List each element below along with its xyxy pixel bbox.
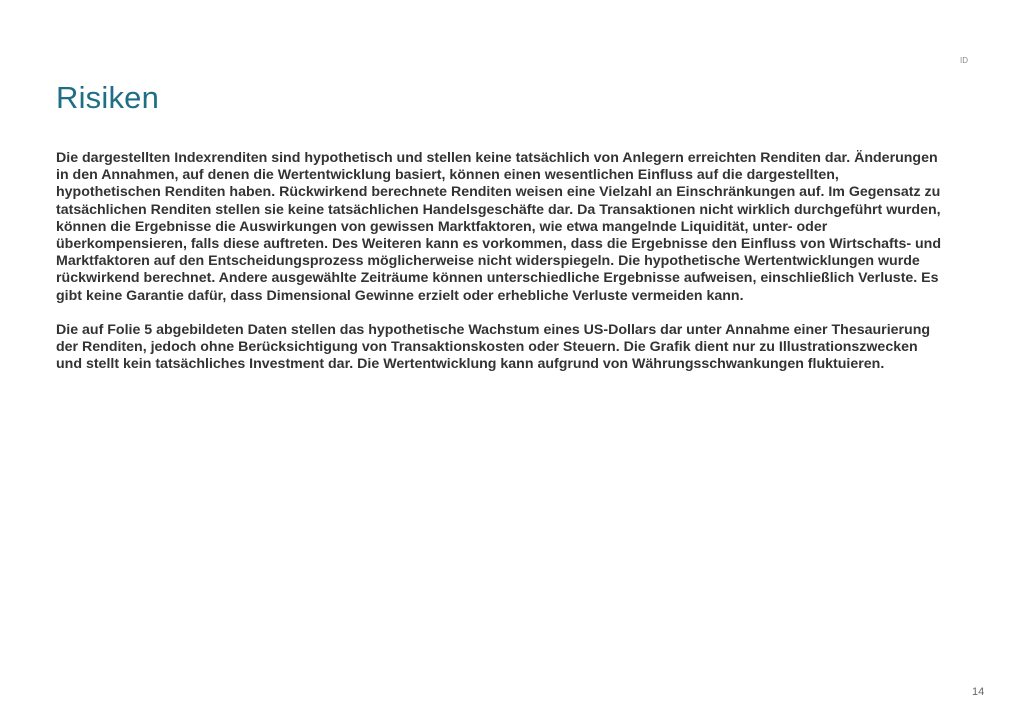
id-tag: ID <box>960 56 968 65</box>
page-number: 14 <box>972 686 985 698</box>
risk-disclaimer-text <box>56 150 972 373</box>
disclaimer-paragraph-2: Die auf Folie 5 abgebildeten Daten stellen das hypothetische Wachstum eines US-Dollars dar unter Annahme einer Thesaurierung der Renditen, jedoch ohne Berücksichtigung von Transaktionskosten oder Steuern. Die Grafik dient nur zu Illustrationszwecken und stellt kein tatsächliches Investment dar. Die Wertentwicklung kann aufgrund von Währungsschwankungen fluktuieren. <box>56 321 931 373</box>
disclaimer-paragraph-1: Die dargestellten Indexrenditen sind hypothetisch und stellen keine tatsächlich von Anlegern erreichten Renditen dar. Änderungen in den Annahmen, auf denen die Wertentwicklung basiert, können einen wesentlichen Einfluss auf die dargestellten, hypothetischen Renditen haben. Rückwirkend berechnete Renditen weisen eine Vielzahl an Einschränkungen auf. Im Gegensatz zu tatsächlichen Renditen stellen sie keine tatsächlichen Handelsgeschäfte dar. Da Transaktionen nicht wirklich durchgeführt wurden, können die Ergebnisse die Auswirkungen von gewissen Marktfaktoren, wie etwa mangelnde Liquidität, unter- oder überkompensieren, falls diese auftreten. Des Weiteren kann es vorkommen, dass die Ergebnisse den Einfluss von Wirtschafts- und Marktfaktoren auf den Entscheidungsprozess möglicherweise nicht widerspiegeln. Die hypothetische Wertentwicklungen wurde rückwirkend berechnet. Andere ausgewählte Zeiträume können unterschiedliche Ergebnisse aufweisen, einschließlich Verluste. Es gibt keine Garantie dafür, dass Dimensional Gewinne erzielt oder erhebliche Verluste vermeiden kann. <box>56 150 942 304</box>
page-title: Risiken <box>56 80 160 115</box>
